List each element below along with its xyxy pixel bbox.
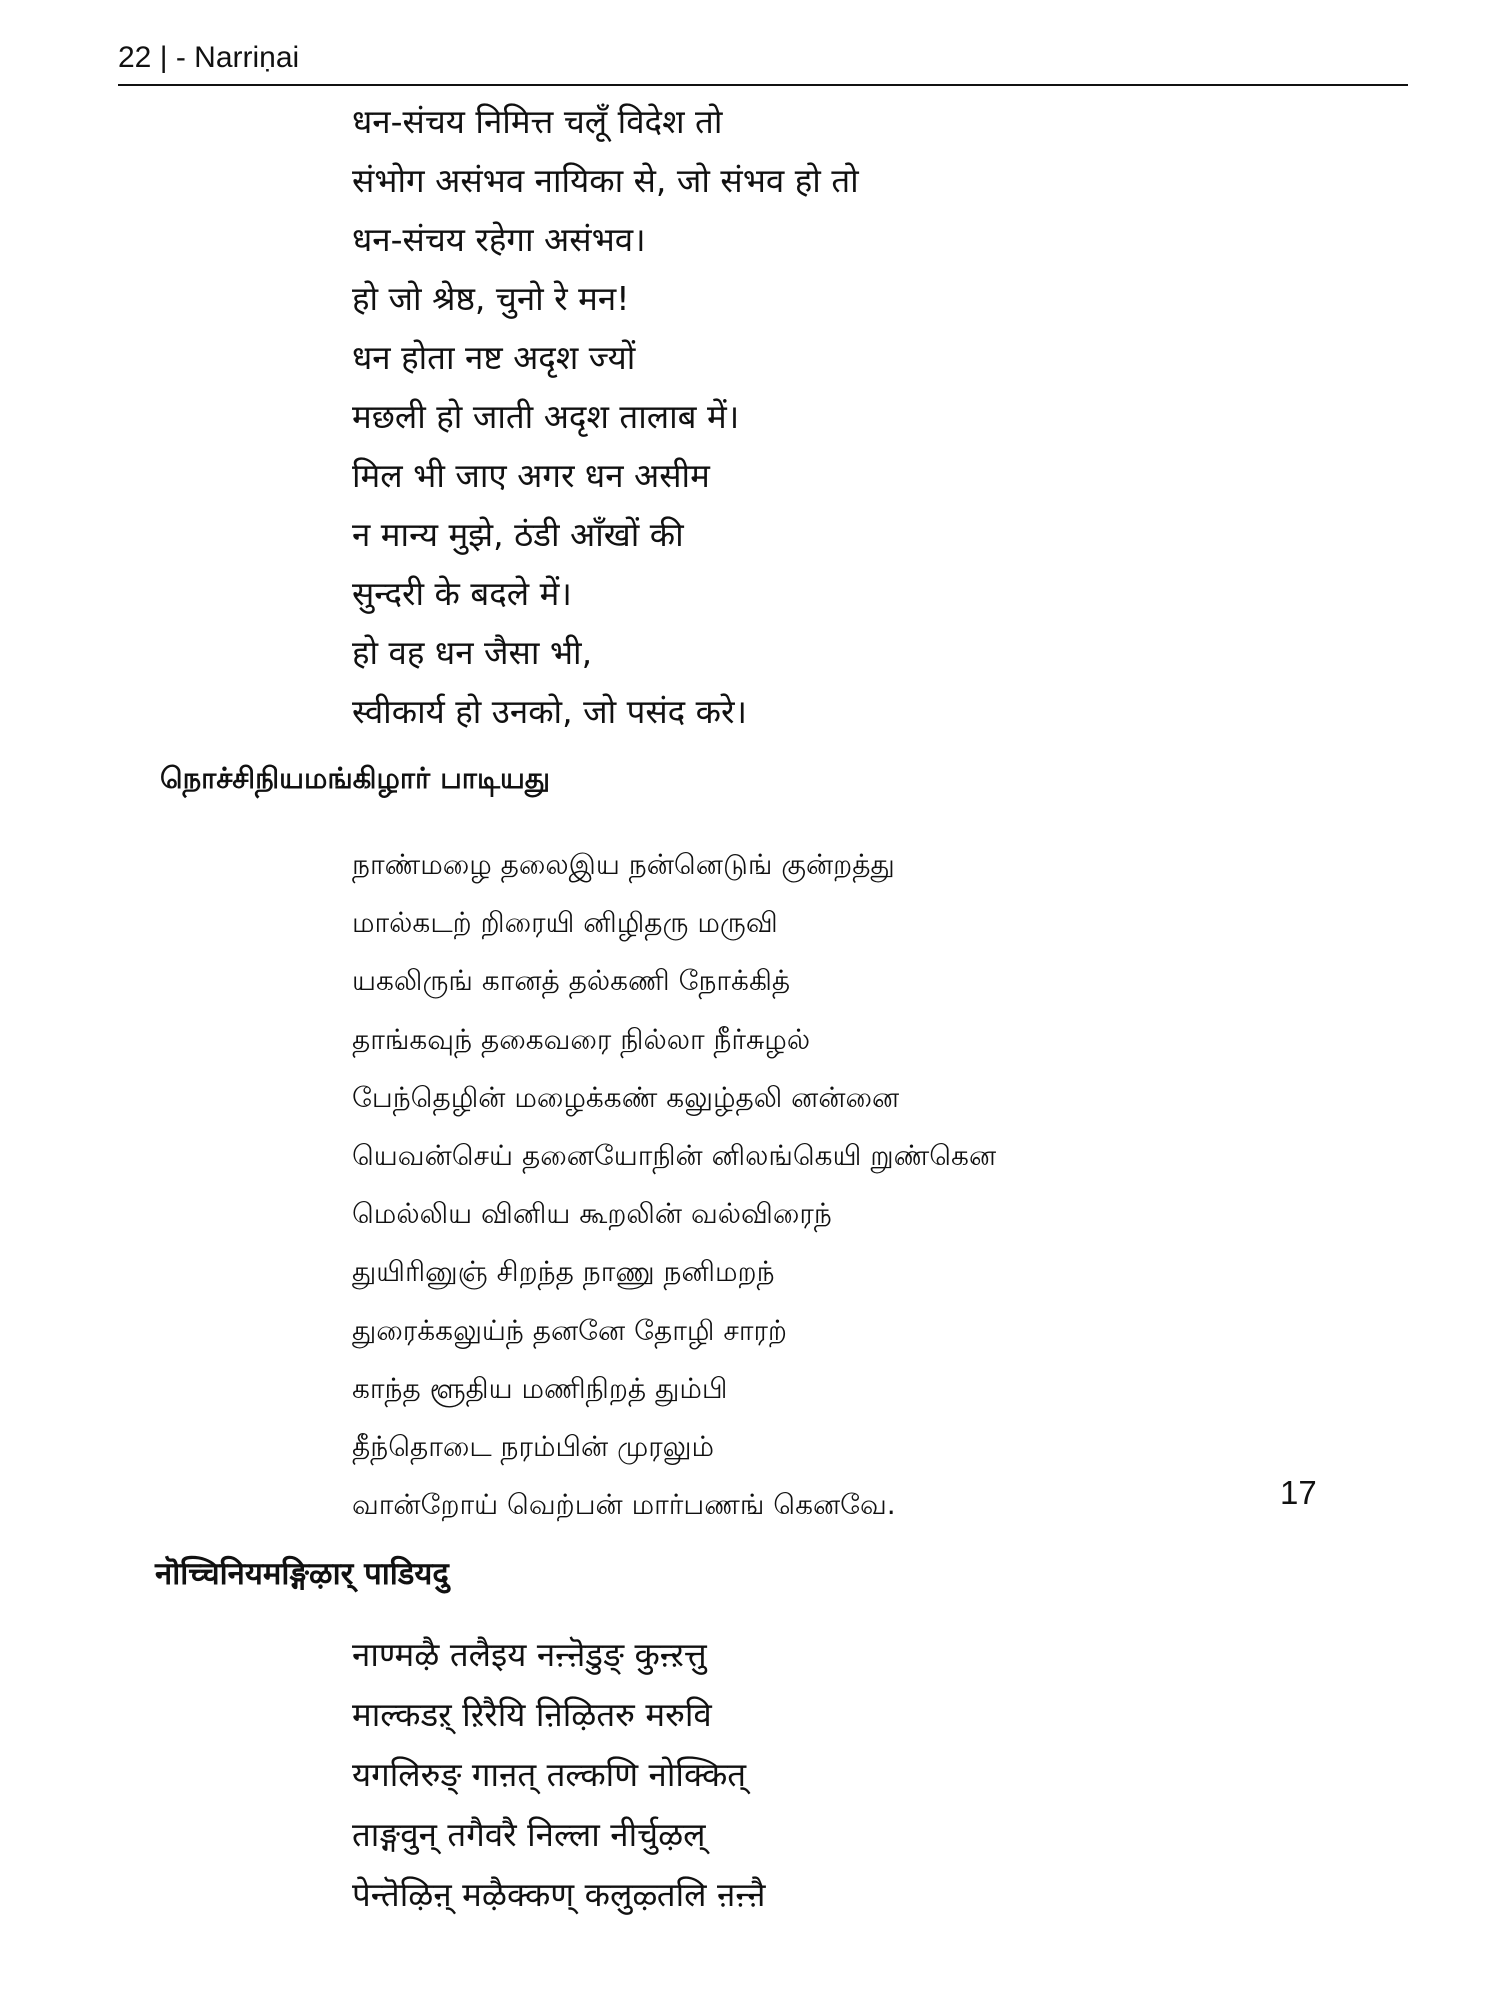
devanagari-line: यगलिरुङ् गाऩत् तल्कणि नोक्कित्: [352, 1755, 747, 1794]
hindi-line: हो जो श्रेष्ठ, चुनो रे मन!: [352, 279, 630, 318]
tamil-line: தீந்தொடை நரம்பின் முரலும்: [352, 1430, 715, 1464]
tamil-verse: [352, 836, 996, 1534]
hindi-line: मिल भी जाए अगर धन असीम: [352, 456, 710, 495]
tamil-line: பேந்தெழின் மழைக்கண் கலுழ்தலி னன்னை: [352, 1080, 900, 1114]
tamil-line: மால்கடற் றிரையி னிழிதரு மருவி: [352, 906, 778, 940]
tamil-line: மெல்லிய வினிய கூறலின் வல்விரைந்: [352, 1197, 832, 1231]
tamil-line: யெவன்செய் தனையோநின் னிலங்கெயி றுண்கென: [352, 1139, 997, 1173]
tamil-line: யகலிருங் கானத் தல்கணி நோக்கித்: [352, 964, 791, 998]
devanagari-line: ताङ्गवुन् तगैवरै निल्ला नीर्चुऴल्: [352, 1815, 706, 1854]
tamil-line: வான்றோய் வெற்பன் மார்பணங் கெனவே.: [352, 1488, 896, 1522]
tamil-line: துயிரினுஞ் சிறந்த நாணு நனிமறந்: [352, 1255, 775, 1289]
page-header: [118, 30, 1408, 86]
hindi-line: धन-संचय रहेगा असंभव।: [352, 220, 646, 259]
hindi-line: धन होता नष्ट अदृश ज्यों: [352, 338, 636, 377]
tamil-line: நாண்மழை தலைஇய நன்னெடுங் குன்றத்து: [352, 848, 895, 881]
hindi-translation: [352, 92, 859, 741]
hindi-line: संभोग असंभव नायिका से, जो संभव हो तो: [352, 161, 859, 200]
tamil-line: காந்த ளூதிய மணிநிறத் தும்பி: [352, 1371, 728, 1405]
devanagari-line: पेन्तॆऴिऩ् मऴैक्कण् कलुऴ्तलि ऩऩ्ऩै: [352, 1875, 766, 1914]
devanagari-line: नाण्मऴै तलैइय नऩ्ऩॆडुङ् कुऩ्ऱत्तु: [352, 1635, 707, 1674]
hindi-line: धन-संचय निमित्त चलूँ विदेश तो: [352, 102, 723, 141]
hindi-line: हो वह धन जैसा भी,: [352, 633, 593, 672]
devanagari-section-heading: नॊच्चिनियमङ्गिऴार् पाडियदु: [155, 1556, 449, 1592]
verse-number: 17: [1280, 1474, 1317, 1511]
hindi-line: न मान्य मुझे, ठंडी आँखों की: [352, 515, 684, 554]
hindi-line: सुन्दरी के बदले में।: [352, 574, 572, 613]
devanagari-transliteration: [352, 1625, 765, 1925]
devanagari-line: माल्कडऱ् ऱिरैयि ऩिऴितरु मरुवि: [352, 1695, 712, 1734]
hindi-line: स्वीकार्य हो उनको, जो पसंद करे।: [352, 692, 748, 731]
page-number-and-title: 22 | - Narriṇai: [118, 41, 300, 74]
hindi-line: मछली हो जाती अदृश तालाब में।: [352, 397, 740, 436]
tamil-line: துரைக்கலுய்ந் தனனே தோழி சாரற்: [352, 1313, 787, 1347]
tamil-line: தாங்கவுந் தகைவரை நில்லா நீர்சுழல்: [352, 1022, 811, 1056]
tamil-section-heading: நொச்சிநியமங்கிழார் பாடியது: [160, 761, 551, 795]
